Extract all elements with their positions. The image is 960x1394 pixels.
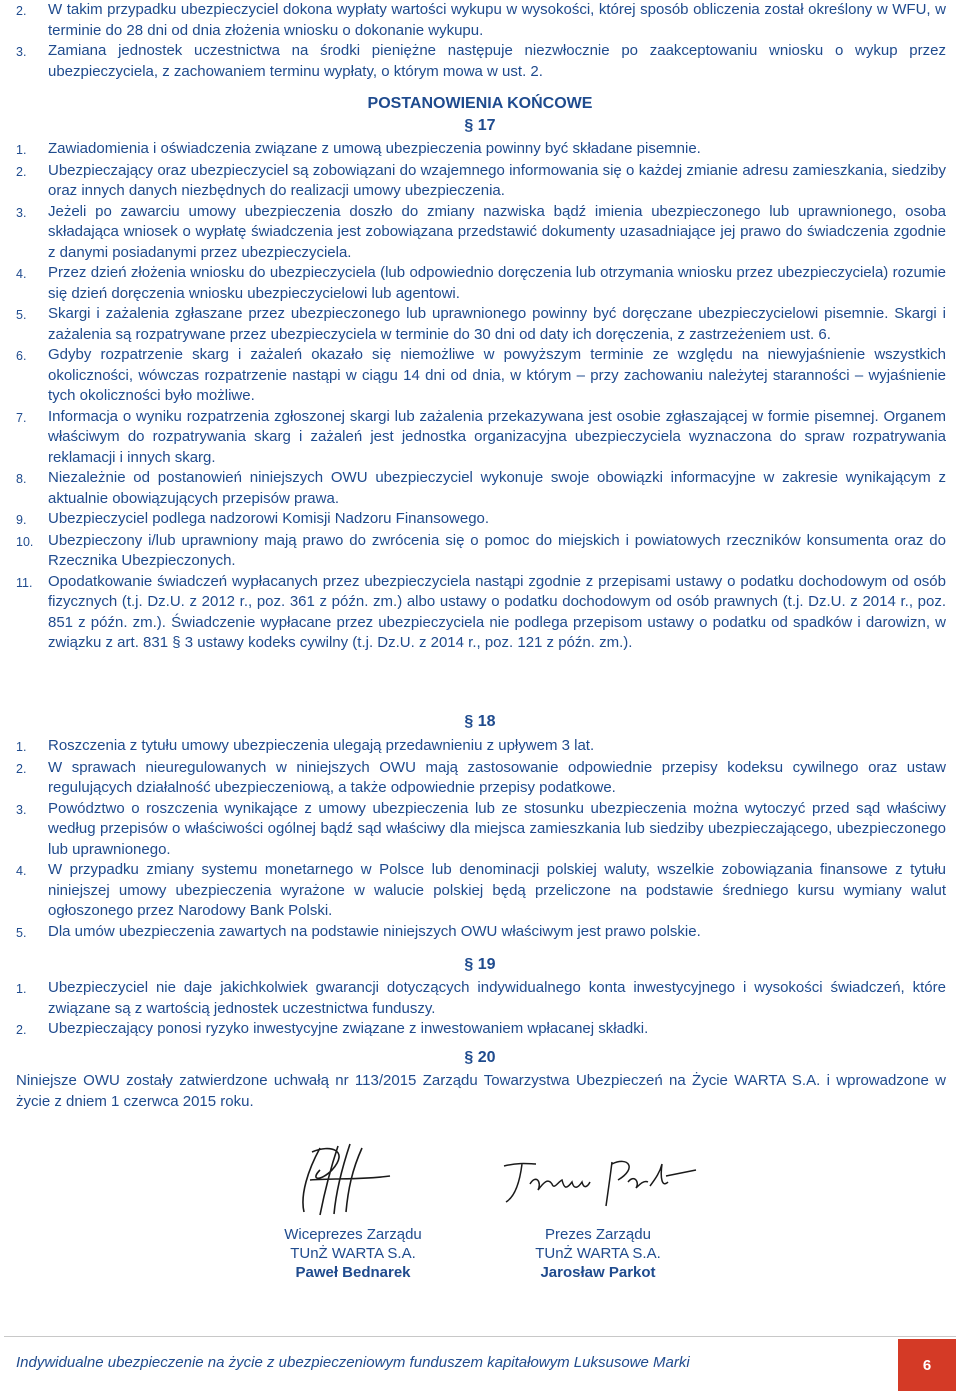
list-item-number: 2. [16,4,27,18]
list-item [16,0,946,41]
list-item [16,572,946,654]
list-item [16,304,946,345]
section-18-list [16,736,946,943]
list-item [16,922,946,944]
list-item-text: Opodatkowanie świadczeń wypłacanych przez ubezpieczyciela nastąpi zgodnie z przepisami ustawy o podatku dochodowym od osób fizycznych (t.j. Dz.U. z 2012 r., poz. 361 z późn. zm.) albo ustawy o podatku dochodowym od osób prawnych (t.j. Dz.U. z 2014 r., poz. 851 z późn. zm.). Świadczenie wypłacane przez ubezpieczyciela nie podlega przepisom ustawy o podatku od spadków i darowizn, w związku z art. 831 § 3 ustawy kodeks cywilny (t.j. Dz.U. z 2014 r., poz. 121 z późn. zm.). [48,572,946,651]
section-19-list [16,978,946,1041]
list-item-number: 8. [16,472,27,486]
left-name: Paweł Bednarek [295,1264,411,1281]
list-item-text: Przez dzień złożenia wniosku do ubezpieczyciela (lub odpowiednio doręczenia lub otrzymania wniosku przez ubezpieczyciela) rozumie się dzień doręczenia wniosku ubezpieczycielowi lub agentowi. [48,264,946,302]
list-item-number: 4. [16,267,27,281]
list-item [16,509,946,531]
page-number: 6 [898,1339,956,1391]
list-item [16,531,946,572]
list-item [16,41,946,82]
list-item-number: 2. [16,1023,27,1037]
list-item [16,407,946,469]
list-item [16,202,946,264]
list-item-text: Ubezpieczyciel nie daje jakichkolwiek gwarancji dotyczących indywidualnego konta inwestycyjnego i wysokości świadczeń, które związane są z wartością jednostek uczestnictwa funduszy. [48,979,946,1017]
list-item-text: Ubezpieczony i/lub uprawniony mają prawo do zwrócenia się o pomoc do miejskich i powiatowych rzeczników konsumenta oraz do Rzecznika Ubezpieczonych. [48,531,946,569]
list-item-text: Niezależnie od postanowień niniejszych OWU ubezpieczyciel wykonuje swoje obowiązki informacyjne w zakresie wynikającym z aktualnie obowiązujących przepisów prawa. [48,469,946,507]
list-item-number: 5. [16,925,27,940]
list-item [16,161,946,202]
left-company: TUnŻ WARTA S.A. [290,1245,416,1262]
list-item-number: 7. [16,410,27,425]
list-item-number: 2. [16,164,27,179]
list-item-number: 11. [16,575,33,590]
section-18-heading: § 18 [464,713,496,730]
section-20-heading: § 20 [464,1049,496,1066]
list-item [16,799,946,861]
signature-left-caption [268,1225,438,1282]
list-item-text: Informacja o wyniku rozpatrzenia zgłoszonej skargi lub zażalenia przekazywana jest osobie zgłaszającej w formie pisemnej. Organem właściwym do rozpatrywania skarg i zażaleń jest jednostka organizacyjna ubezpieczyciela wyznaczona do spraw rozpatrywania reklamacji i innych skarg. [48,407,946,466]
footer-divider [4,1336,956,1337]
list-item-number: 9. [16,513,27,527]
list-item-number: 4. [16,864,27,878]
list-item-text: Roszczenia z tytułu umowy ubezpieczenia ulegają przedawnieniu z upływem 3 lat. [48,737,595,754]
list-item-text: W przypadku zmiany systemu monetarnego w Polsce lub denominacji polskiej waluty, wszelkie zobowiązania finansowe z tytułu niniejszej umowy ubezpieczenia wyrażone w walucie polskiej będą przeliczone na podstawie średniego kursu wymiany walut ogłoszonego przez Narodowy Bank Polski. [48,861,946,919]
right-role: Prezes Zarządu [545,1226,651,1243]
list-item [16,139,946,161]
right-name: Jarosław Parkot [540,1264,656,1281]
list-item-text: Ubezpieczyciel podlega nadzorowi Komisji Nadzoru Finansowego. [48,510,490,527]
list-item-number: 5. [16,308,27,322]
section-19-heading: § 19 [464,956,496,973]
list-item [16,263,946,304]
left-role: Wiceprezes Zarządu [284,1226,422,1243]
list-item-number: 3. [16,205,27,220]
list-item [16,345,946,407]
section-20-text: Niniejsze OWU zostały zatwierdzone uchwałą nr 113/2015 Zarządu Towarzystwa Ubezpieczeń na Życie WARTA S.A. i wprowadzone w życie z dniem 1 czerwca 2015 roku. [16,1072,946,1110]
list-item-text: Zawiadomienia i oświadczenia związane z umową ubezpieczenia powinny być składane pisemnie. [48,140,701,157]
list-item-number: 1. [16,740,27,754]
list-item-text: W takim przypadku ubezpieczyciel dokona wypłaty wartości wykupu w wysokości, której sposób obliczenia został określony w WFU, w terminie do 28 dni od dnia złożenia wniosku o dokonanie wykupu. [48,1,946,39]
signature-right-caption [513,1225,683,1282]
section-17-list [16,139,946,654]
list-item-number: 2. [16,761,27,776]
list-item-number: 6. [16,349,27,363]
list-item-number: 1. [16,143,27,157]
list-item [16,758,946,799]
signature-right-icon [500,1152,700,1212]
list-item [16,860,946,922]
list-item-text: W sprawach nieuregulowanych w niniejszych OWU mają zastosowanie odpowiednie przepisy kodeksu cywilnego oraz ustaw regulujących działalność ubezpieczeniową, a także odpowiednie przepisy podatkowe. [48,758,946,796]
list-item-number: 1. [16,982,27,996]
list-item [16,1019,946,1041]
list-item [16,978,946,1019]
list-item-text: Jeżeli po zawarciu umowy ubezpieczenia doszło do zmiany nazwiska bądź imienia ubezpieczonego lub uprawnionego, osoba składająca wniosek o wypłatę świadczenia jest zobowiązana przedstawić dokumenty uzasadniające jej prawo do świadczenia zgodnie z danymi posiadanymi przez ubezpieczyciela. [48,202,946,261]
list-item-text: Dla umów ubezpieczenia zawartych na podstawie niniejszych OWU właściwym jest prawo polskie. [48,922,701,940]
footer-title: Indywidualne ubezpieczenie na życie z ubezpieczeniowym funduszem kapitałowym Luksusowe Marki [16,1354,690,1371]
list-item-text: Powództwo o roszczenia wynikające z umowy ubezpieczenia lub ze stosunku ubezpieczenia można wytoczyć przed sąd właściwy według przepisów o właściwości ogólnej bądź sąd właściwy dla miejsca zamieszkania lub siedziby ubezpieczającego, ubezpieczonego lub uprawnionego. [48,799,946,858]
list-item-text: Zamiana jednostek uczestnictwa na środki pieniężne następuje niezwłocznie po zaakceptowaniu wniosku o wykup przez ubezpieczyciela, z zachowaniem terminu wypłaty, o którym mowa w ust. 2. [48,42,946,80]
list-item-text: Ubezpieczający oraz ubezpieczyciel są zobowiązani do wzajemnego informowania się o każdej zmianie adresu zamieszkania, siedziby oraz innych danych niezbędnych do realizacji umowy ubezpieczenia. [48,161,946,199]
section-title: POSTANOWIENIA KOŃCOWE [367,95,593,112]
top-list [16,0,946,82]
list-item [16,468,946,509]
list-item-number: 10. [16,534,34,549]
right-company: TUnŻ WARTA S.A. [535,1245,661,1262]
section-17-heading: § 17 [464,117,496,134]
list-item [16,736,946,758]
list-item-text: Gdyby rozpatrzenie skarg i zażaleń okazało się niemożliwe w powyższym terminie ze względu na niewyjaśnienie wszystkich okoliczności, wówczas rozpatrzenie nastąpi w ciągu 14 dni od dnia, w którym – przy zachowaniu należytej staranności – wyjaśnienie tych okoliczności było możliwe. [48,346,946,404]
list-item-text: Ubezpieczający ponosi ryzyko inwestycyjne związane z inwestowaniem wpłacanej składki. [48,1020,649,1037]
signatures [0,1140,960,1290]
signature-left-icon [290,1140,410,1220]
list-item-number: 3. [16,802,27,817]
list-item-text: Skargi i zażalenia zgłaszane przez ubezpieczonego lub uprawnionego powinny być doręczane ubezpieczycielowi pisemnie. Skargi i zażalenia są rozpatrywane przez ubezpieczyciela w terminie do 30 dni od daty ich doręczenia, z zastrzeżeniem ust. 6. [48,305,946,343]
list-item-number: 3. [16,45,27,59]
